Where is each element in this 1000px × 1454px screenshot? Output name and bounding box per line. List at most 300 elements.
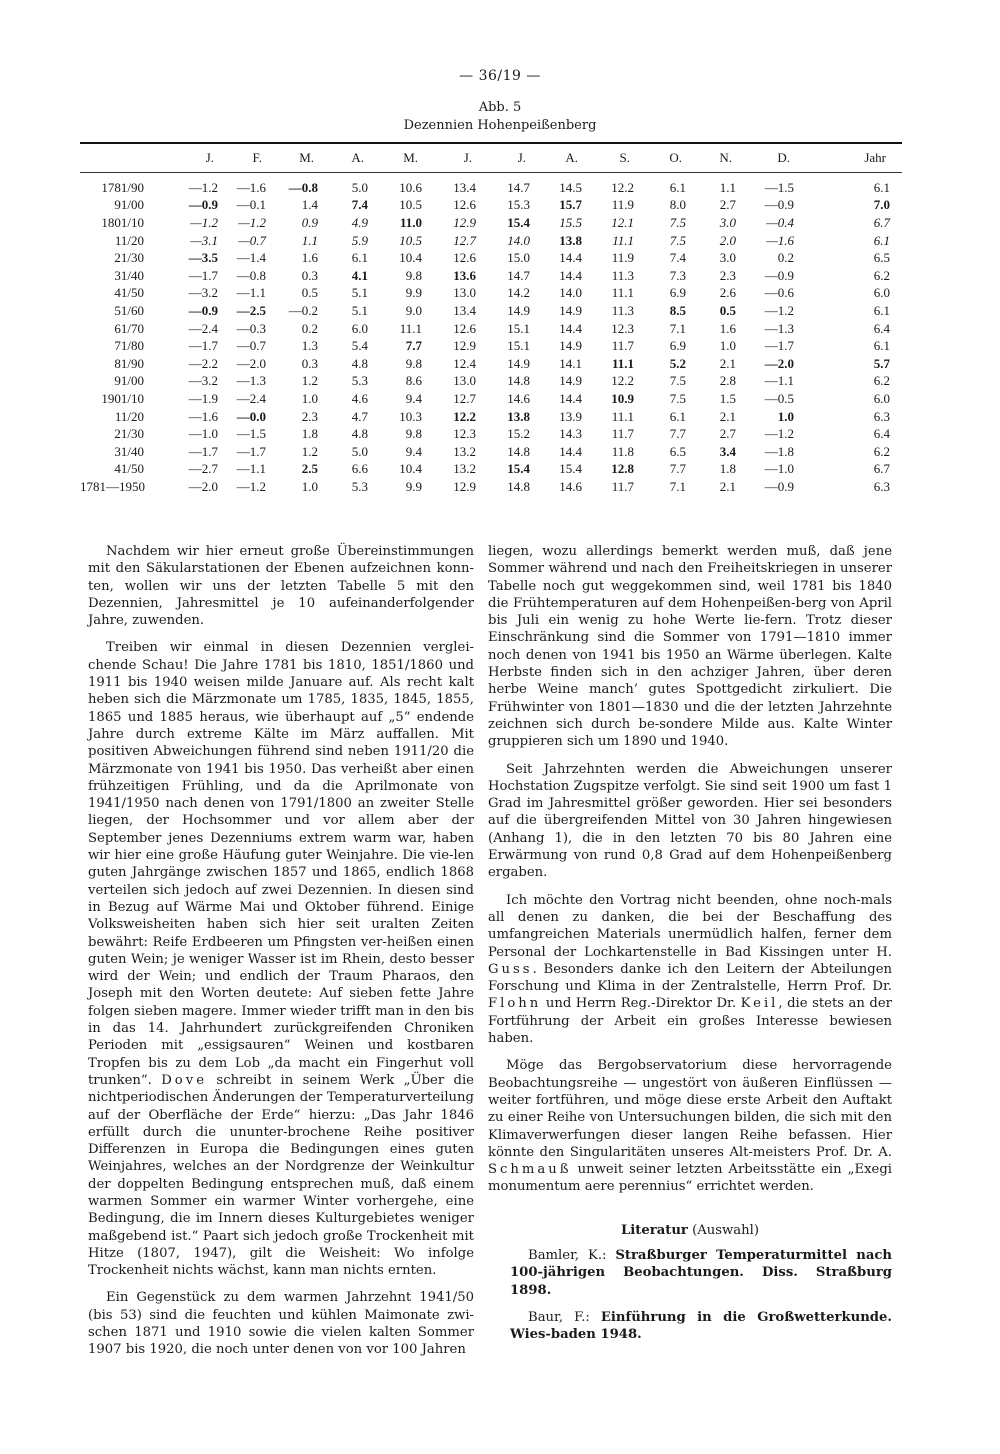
cell-value: 15.7 [559, 197, 582, 213]
cell-value: 14.9 [559, 302, 582, 318]
table-cell [748, 173, 806, 197]
table-cell [542, 302, 594, 320]
table-cell [698, 337, 748, 355]
row-label: 91/00 [114, 373, 144, 389]
table-cell [434, 478, 488, 496]
cell-value: —2.0 [236, 355, 266, 371]
table-cell [330, 267, 380, 285]
cell-value: 14.2 [507, 285, 530, 301]
cell-value: 14.0 [507, 232, 530, 248]
table-cell [144, 173, 230, 197]
table-cell [230, 443, 278, 461]
table-cell [434, 285, 488, 303]
table-cell [434, 267, 488, 285]
table-cell [698, 320, 748, 338]
table-row [80, 267, 902, 285]
table-cell [542, 408, 594, 426]
table-cell [594, 425, 646, 443]
table-cell [230, 373, 278, 391]
cell-value: 7.7 [405, 338, 422, 354]
table-cell [434, 320, 488, 338]
cell-value: 6.9 [669, 285, 686, 301]
cell-value: —1.2 [764, 426, 794, 442]
reference-list [488, 1247, 892, 1343]
cell-value: 7.4 [669, 250, 686, 266]
page-number: — 36/19 — [459, 68, 541, 84]
table-cell [698, 285, 748, 303]
cell-value: 2.1 [719, 355, 736, 371]
table-cell [542, 197, 594, 215]
table-cell [144, 461, 230, 479]
figure-label: Abb. 5 [478, 100, 522, 115]
table-cell [330, 197, 380, 215]
table-cell [542, 443, 594, 461]
table-cell [594, 461, 646, 479]
cell-value: 14.6 [559, 478, 582, 494]
table-cell [488, 249, 542, 267]
paragraph-text: unweit seiner letzten Arbeitsstätte ein „Exegi monumentum aere perennius“ errichtet werden. [488, 1162, 892, 1195]
cell-value: 14.5 [559, 179, 582, 195]
table-cell [748, 214, 806, 232]
table-cell [380, 337, 434, 355]
table-cell [380, 232, 434, 250]
table-cell [594, 249, 646, 267]
table-cell [434, 461, 488, 479]
header-cell: F. [252, 150, 262, 165]
row-label: 91/00 [114, 197, 144, 213]
cell-value: 6.0 [873, 390, 890, 406]
table-cell [230, 478, 278, 496]
cell-value: —0.3 [236, 320, 266, 336]
cell-value: 2.6 [719, 285, 736, 301]
cell-value: 12.2 [453, 408, 476, 424]
cell-value: 10.5 [399, 197, 422, 213]
cell-value: —1.6 [188, 408, 218, 424]
cell-value: —1.2 [190, 214, 218, 230]
table-cell [488, 373, 542, 391]
table-cell [748, 285, 806, 303]
cell-value: 15.3 [507, 197, 530, 213]
table-cell [594, 320, 646, 338]
cell-value: 2.1 [719, 478, 736, 494]
cell-value: 12.6 [453, 197, 476, 213]
cell-value: —1.4 [236, 250, 266, 266]
literature-heading [488, 1222, 892, 1239]
table-cell [594, 267, 646, 285]
table-cell [278, 232, 330, 250]
cell-value: 11.7 [611, 426, 634, 442]
cell-value: 13.2 [453, 461, 476, 477]
row-label: 1901/10 [101, 390, 144, 406]
cell-value: 9.0 [405, 302, 422, 318]
cell-value: —1.7 [188, 267, 218, 283]
table-cell [330, 232, 380, 250]
table-cell [488, 390, 542, 408]
table-cell [594, 337, 646, 355]
cell-value: —0.7 [238, 232, 266, 248]
table-cell [748, 408, 806, 426]
cell-value: 14.9 [559, 373, 582, 389]
table-cell [748, 355, 806, 373]
table-cell [594, 390, 646, 408]
header-cell: J. [463, 150, 472, 165]
table-cell [646, 408, 698, 426]
cell-value: 14.4 [559, 250, 582, 266]
cell-value: 13.9 [559, 408, 582, 424]
table-cell [278, 461, 330, 479]
table-row [80, 390, 902, 408]
cell-value: —0.9 [764, 267, 794, 283]
cell-value: 7.1 [669, 478, 686, 494]
cell-value: 7.3 [669, 267, 686, 283]
table-cell [330, 214, 380, 232]
table-cell [330, 373, 380, 391]
cell-value: 6.1 [873, 302, 890, 318]
cell-value: —1.1 [764, 373, 794, 389]
cell-value: 10.4 [399, 461, 422, 477]
cell-value: 11.9 [611, 250, 634, 266]
paragraph [88, 639, 474, 1279]
cell-value: —2.5 [236, 302, 266, 318]
cell-value: —2.0 [764, 355, 794, 371]
table-cell [698, 249, 748, 267]
cell-value: —0.8 [236, 267, 266, 283]
cell-value: 0.3 [301, 267, 318, 283]
table-cell [434, 214, 488, 232]
table-cell [380, 173, 434, 197]
table-cell [278, 197, 330, 215]
table-cell [380, 249, 434, 267]
cell-value: 7.5 [669, 390, 686, 406]
table-cell [380, 285, 434, 303]
table-cell [748, 320, 806, 338]
cell-value: 13.8 [559, 232, 582, 248]
cell-value: 8.5 [669, 302, 686, 318]
person-name: Guss [488, 961, 533, 977]
cell-value: —3.1 [190, 232, 218, 248]
table-cell [698, 425, 748, 443]
table-cell [806, 390, 902, 408]
cell-value: —0.9 [764, 478, 794, 494]
table-cell [806, 408, 902, 426]
paragraph-text: Treiben wir einmal in diesen Dezennien verglei-chende Schau! Die Jahre 1781 bis 1810, 1851/1860 und 1911 bis 1940 weisen milde Januare auf. Als recht kalt heben sich die Märzmonate um 1785, 1835, 1845, 1855, 1865 und 1885 heraus, wie überhaupt auf „5“ endende Jahre durch extreme Kälte im März auffallen. Mit positiven Abweichungen führend sind neben 1911/20 die Märzmonate von 1941 bis 1950. Das verheißt aber einen frühzeitigen Frühling, und da die Aprilmonate von 1941/1950 nach denen von 1791/1800 an zweiter Stelle liegen, der Hochsommer und vor allem aber der September jenes Dezenniums extrem warm war, haben wir hier eine große Häufung guter Weinjahre. Die vie-len guten Jahrgänge zwischen 1857 und 1865, endlich 1868 verteilen sich jedoch auf zwei Dezennien. In diesen sind in Bezug auf Wärme Mai und Oktober führend. Einige Volksweisheiten haben sich hier seit uralten Zeiten bewährt: Reife Erdbeeren um Pfingsten ver-heißen einen guten Wein; je weniger Wasser ist im Rhein, desto besser wird der Wein; und endlich der Traum Pharaos, den Joseph mit den Worten deutete: Auf sieben fette Jahre folgen sieben magere. Immer wieder trifft man in den bis in das 14. Jahrhundert zurückgreifenden Chroniken Perioden mit „essigsauren“ Weinen und kostbaren Tropfen bis zu dem Lob „da macht ein Fingerhut voll trunken“. [88, 640, 474, 1088]
cell-value: 11.0 [399, 214, 422, 230]
cell-value: 5.1 [351, 302, 368, 318]
table-cell [380, 355, 434, 373]
table-cell [646, 478, 698, 496]
cell-value: 12.9 [453, 478, 476, 494]
cell-value: 7.0 [873, 197, 890, 213]
reference-title: Straßburger Temperaturmittel nach 100-jährigen Beobachtungen. Diss. Straßburg 1898. [510, 1247, 893, 1298]
cell-value: 6.1 [873, 338, 890, 354]
cell-value: 6.0 [351, 320, 368, 336]
cell-value: 5.7 [873, 355, 890, 371]
cell-value: 12.7 [453, 232, 476, 248]
header-cell: M. [299, 150, 314, 165]
cell-value: 11.7 [611, 338, 634, 354]
table-cell [144, 425, 230, 443]
table-cell [230, 461, 278, 479]
table-cell [144, 320, 230, 338]
table-cell [806, 285, 902, 303]
cell-value: 15.5 [559, 214, 582, 230]
cell-value: 1.6 [719, 320, 736, 336]
table-cell [698, 214, 748, 232]
cell-value: 14.4 [559, 267, 582, 283]
paragraph-text: und Herrn Reg.-Direktor Dr. [545, 996, 737, 1012]
table-cell [806, 443, 902, 461]
table-cell [330, 443, 380, 461]
table-cell [488, 173, 542, 197]
table-cell [542, 173, 594, 197]
table-cell [698, 302, 748, 320]
cell-value: 5.0 [351, 179, 368, 195]
cell-value: 14.8 [507, 443, 530, 459]
table-row [80, 408, 902, 426]
table-cell [488, 355, 542, 373]
table-cell [434, 337, 488, 355]
cell-value: 6.2 [873, 373, 890, 389]
cell-value: 1.1 [719, 179, 736, 195]
cell-value: 0.2 [301, 320, 318, 336]
table-cell [698, 408, 748, 426]
table-cell [542, 214, 594, 232]
cell-value: 6.2 [873, 267, 890, 283]
cell-value: 14.4 [559, 443, 582, 459]
cell-value: 6.4 [873, 426, 890, 442]
table-cell [434, 197, 488, 215]
cell-value: 1.1 [301, 232, 318, 248]
person-name: Schmauß [488, 1162, 572, 1178]
cell-value: 0.5 [301, 285, 318, 301]
table-cell [278, 249, 330, 267]
cell-value: —3.2 [188, 373, 218, 389]
table-cell [380, 267, 434, 285]
header-cell: J. [205, 150, 214, 165]
table-cell [698, 443, 748, 461]
table-cell [230, 197, 278, 215]
table-cell [144, 232, 230, 250]
table-cell [278, 267, 330, 285]
table-cell [646, 425, 698, 443]
table-row [80, 478, 902, 496]
person-name: Flohn [488, 996, 542, 1012]
table-cell [488, 425, 542, 443]
cell-value: 7.1 [669, 320, 686, 336]
cell-value: 4.6 [351, 390, 368, 406]
table-cell [806, 232, 902, 250]
literature-note: (Auswahl) [692, 1222, 760, 1238]
cell-value: 12.2 [611, 373, 634, 389]
table-cell [144, 408, 230, 426]
table-cell [278, 373, 330, 391]
table-cell [594, 214, 646, 232]
cell-value: 6.3 [873, 408, 890, 424]
row-label: 1781/90 [101, 179, 144, 195]
table-cell [806, 214, 902, 232]
cell-value: 7.5 [669, 373, 686, 389]
table-cell [434, 373, 488, 391]
cell-value: —0.1 [236, 197, 266, 213]
table-cell [748, 337, 806, 355]
cell-value: 12.4 [453, 355, 476, 371]
cell-value: 11.8 [611, 443, 634, 459]
paragraph-text: Ich möchte den Vortrag nicht beenden, ohne noch-mals all denen zu danken, die bei der Beschaffung des umfangreichen Materials unermüdlich halfen, ferner dem Personal der Lochkartenstelle in Bad Kissingen unter H. [488, 892, 892, 960]
cell-value: 6.7 [873, 461, 890, 477]
figure-title: Dezennien Hohenpeißenberg [403, 118, 597, 133]
cell-value: 13.0 [453, 373, 476, 389]
table-cell [278, 320, 330, 338]
cell-value: 6.1 [669, 179, 686, 195]
table-cell [542, 461, 594, 479]
table-cell [748, 197, 806, 215]
table-cell [488, 320, 542, 338]
table-cell [230, 425, 278, 443]
cell-value: 7.5 [669, 214, 686, 230]
cell-value: 5.2 [669, 355, 686, 371]
table-row [80, 302, 902, 320]
row-label: 31/40 [114, 267, 144, 283]
table-cell [380, 443, 434, 461]
cell-value: 14.4 [559, 320, 582, 336]
cell-value: 10.6 [399, 179, 422, 195]
cell-value: —1.3 [764, 320, 794, 336]
cell-value: —1.5 [236, 426, 266, 442]
cell-value: 2.3 [301, 408, 318, 424]
cell-value: 1.0 [301, 478, 318, 494]
reference-title: Einführung in die Großwetterkunde. Wies-baden 1948. [510, 1309, 892, 1343]
table-cell [488, 232, 542, 250]
table-cell [748, 478, 806, 496]
cell-value: 10.4 [399, 250, 422, 266]
cell-value: 14.7 [507, 179, 530, 195]
table-cell [748, 232, 806, 250]
table-row [80, 337, 902, 355]
header-cell: M. [403, 150, 418, 165]
cell-value: 15.4 [559, 461, 582, 477]
table-cell [380, 373, 434, 391]
cell-value: 6.1 [873, 179, 890, 195]
cell-value: 0.5 [719, 302, 736, 318]
cell-value: —1.0 [188, 426, 218, 442]
cell-value: 0.2 [777, 250, 794, 266]
cell-value: 8.6 [405, 373, 422, 389]
cell-value: 14.9 [559, 338, 582, 354]
table-cell [488, 443, 542, 461]
cell-value: 2.0 [719, 232, 736, 248]
table-cell [330, 390, 380, 408]
table-cell [698, 197, 748, 215]
row-label: 61/70 [114, 320, 144, 336]
cell-value: 6.4 [873, 320, 890, 336]
table-cell [230, 232, 278, 250]
cell-value: —1.9 [188, 390, 218, 406]
cell-value: —1.7 [764, 338, 794, 354]
table-cell [748, 461, 806, 479]
reference-author: Baur, F.: [528, 1309, 601, 1325]
table-cell [646, 390, 698, 408]
cell-value: 2.7 [719, 426, 736, 442]
row-label: 21/30 [114, 250, 144, 266]
table-cell [698, 173, 748, 197]
table-cell [542, 267, 594, 285]
cell-value: 7.7 [669, 426, 686, 442]
cell-value: 9.8 [405, 355, 422, 371]
table-cell [488, 478, 542, 496]
cell-value: —1.1 [236, 285, 266, 301]
table-cell [278, 173, 330, 197]
cell-value: 1.2 [301, 443, 318, 459]
table-cell [434, 390, 488, 408]
paragraph: Ein Gegenstück zu dem warmen Jahrzehnt 1941/50 (bis 53) sind die feuchten und kühlen Maimonate zwi-schen 1871 und 1910 sowie die vielen kalten Sommer 1907 bis 1920, die noch unter denen von vor 100 Jahren [88, 1290, 474, 1358]
cell-value: —0.7 [236, 338, 266, 354]
table-row [80, 355, 902, 373]
table-cell [144, 337, 230, 355]
table-cell [748, 443, 806, 461]
cell-value: 15.4 [507, 214, 530, 230]
cell-value: 13.4 [453, 179, 476, 195]
table-cell [748, 267, 806, 285]
cell-value: 12.9 [453, 338, 476, 354]
row-label: 31/40 [114, 443, 144, 459]
table-cell [542, 249, 594, 267]
cell-value: —0.9 [188, 197, 218, 213]
table-cell [230, 320, 278, 338]
table-cell [230, 390, 278, 408]
table-cell [144, 478, 230, 496]
cell-value: 3.4 [719, 443, 736, 459]
table-row [80, 214, 902, 232]
cell-value: —2.4 [236, 390, 266, 406]
cell-value: 12.3 [611, 320, 634, 336]
left-column [88, 543, 474, 1369]
cell-value: 13.0 [453, 285, 476, 301]
row-label: 11/20 [114, 232, 144, 248]
table-cell [330, 425, 380, 443]
table-cell [144, 390, 230, 408]
row-label: 81/90 [114, 355, 144, 371]
cell-value: —1.7 [188, 338, 218, 354]
table-cell [144, 302, 230, 320]
cell-value: 0.3 [301, 355, 318, 371]
cell-value: 14.8 [507, 373, 530, 389]
cell-value: 14.6 [507, 390, 530, 406]
cell-value: 3.0 [719, 250, 736, 266]
table-cell [434, 232, 488, 250]
table-cell [594, 197, 646, 215]
person-name: Keil [740, 996, 779, 1012]
cell-value: 11.1 [611, 355, 634, 371]
cell-value: 10.5 [399, 232, 422, 248]
table-cell [330, 173, 380, 197]
cell-value: 15.0 [507, 250, 530, 266]
table-cell [542, 425, 594, 443]
cell-value: 12.6 [453, 320, 476, 336]
paragraph-text: , die stets an der Fortführung der Arbeit ein großes Interesse bewiesen haben. [488, 996, 892, 1047]
cell-value: 1.0 [301, 390, 318, 406]
table-cell [278, 443, 330, 461]
cell-value: 11.1 [612, 232, 634, 248]
table-cell [488, 285, 542, 303]
cell-value: 7.4 [351, 197, 368, 213]
table-cell [278, 390, 330, 408]
table-row [80, 443, 902, 461]
table-cell [144, 285, 230, 303]
cell-value: 12.9 [453, 214, 476, 230]
table-cell [542, 355, 594, 373]
cell-value: —1.6 [766, 232, 794, 248]
paragraph: liegen, wozu allerdings bemerkt werden muß, daß jene Sommer während und nach den Freiheitskriegen in unserer Tabelle noch gut weggekommen sind, weil 1781 bis 1840 die Frühtemperaturen auf dem Hohenpeißen-berg von April bis Juli ein wenig zu hohe Werte lie-fern. Trotz dieser Einschränkung sind die Sommer von 1791—1810 immer noch denen von 1941 bis 1950 an Wärme überlegen. Kalte Herbste finden sich in den achziger Jahren, über deren herbe Weine manch’ gutes Spottgedicht zirkuliert. Die Frühwinter von 1801—1830 und die der letzten Jahrzehnte zeichnen sich durch be-sondere Milde aus. Kalte Winter gruppieren sich um 1890 und 1940. [488, 544, 892, 750]
